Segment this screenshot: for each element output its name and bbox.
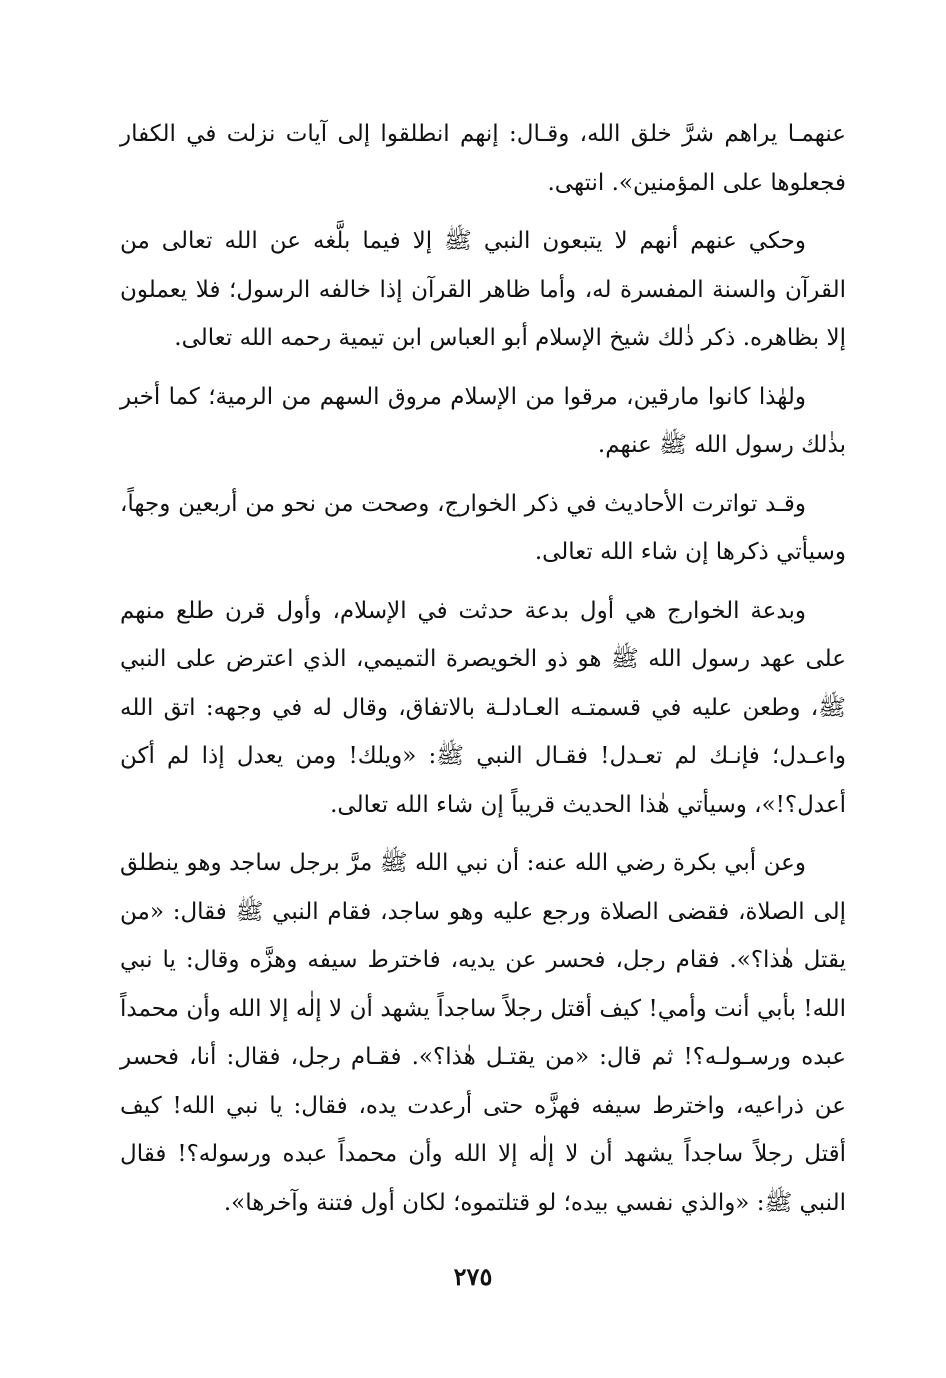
body-text — [120, 110, 846, 1237]
paragraph-5: وبدعة الخوارج هي أول بدعة حدثت في الإسلام، وأول قرن طلع منهم على عهد رسول الله ﷺ هو ذو الخويصرة التميمي، الذي اعترض على النبي ﷺ، وطعن عليه في قسمتـه العـادلـة بالاتفاق، وقال له في وجهه: اتق الله واعـدل؛ فإنـك لم تعـدل! فقـال النبي ﷺ: «ويلك! ومن يعدل إذا لم أكن أعدل؟!»، وسيأتي هٰذا الحديث قريباً إن شاء الله تعالى. — [120, 597, 846, 818]
paragraph-1: عنهمـا يراهم شرَّ خلق الله، وقـال: إنهم انطلقوا إلى آيات نزلت في الكفار فجعلوها على المؤمنين». انتهى. — [120, 121, 846, 196]
paragraph-6: وعن أبي بكرة رضي الله عنه: أن نبي الله ﷺ مرَّ برجل ساجد وهو ينطلق إلى الصلاة، فقضى الصلاة ورجع عليه وهو ساجد، فقام النبي ﷺ فقال: «من يقتل هٰذا؟». فقام رجل، فحسر عن يديه، فاخترط سيفه وهزَّه وقال: يا نبي الله! بأبي أنت وأمي! كيف أقتل رجلاً ساجداً يشهد أن لا إلٰه إلا الله وأن محمداً عبده ورسـولـه؟! ثم قال: «من يقتـل هٰذا؟». فقـام رجل، فقال: أنا، فحسر عن ذراعيه، واخترط سيفه فهزَّه حتى أرعدت يده، فقال: يا نبي الله! كيف أقتل رجلاً ساجداً يشهد أن لا إلٰه إلا الله وأن محمداً عبده ورسوله؟! فقال النبي ﷺ: «والذي نفسي بيده؛ لو قتلتموه؛ لكان أول فتنة وآخرها». — [120, 850, 846, 1216]
paragraph-2: وحكي عنهم أنهم لا يتبعون النبي ﷺ إلا فيما بلَّغه عن الله تعالى من القرآن والسنة المفسرة له، وأما ظاهر القرآن إذا خالفه الرسول؛ فلا يعملون إلا بظاهره. ذكر ذٰلك شيخ الإسلام أبو العباس ابن تيمية رحمه الله تعالى. — [120, 228, 846, 351]
paragraph-4: وقـد تواترت الأحاديث في ذكر الخوارج، وصحت من نحو من أربعين وجهاً، وسيأتي ذكرها إن شاء الله تعالى. — [120, 490, 846, 565]
paragraph-3: ولهٰذا كانوا مارقين، مرقوا من الإسلام مروق السهم من الرمية؛ كما أخبر بذٰلك رسول الله ﷺ عنهم. — [120, 383, 846, 458]
page-number: ٢٧٥ — [453, 1262, 493, 1291]
